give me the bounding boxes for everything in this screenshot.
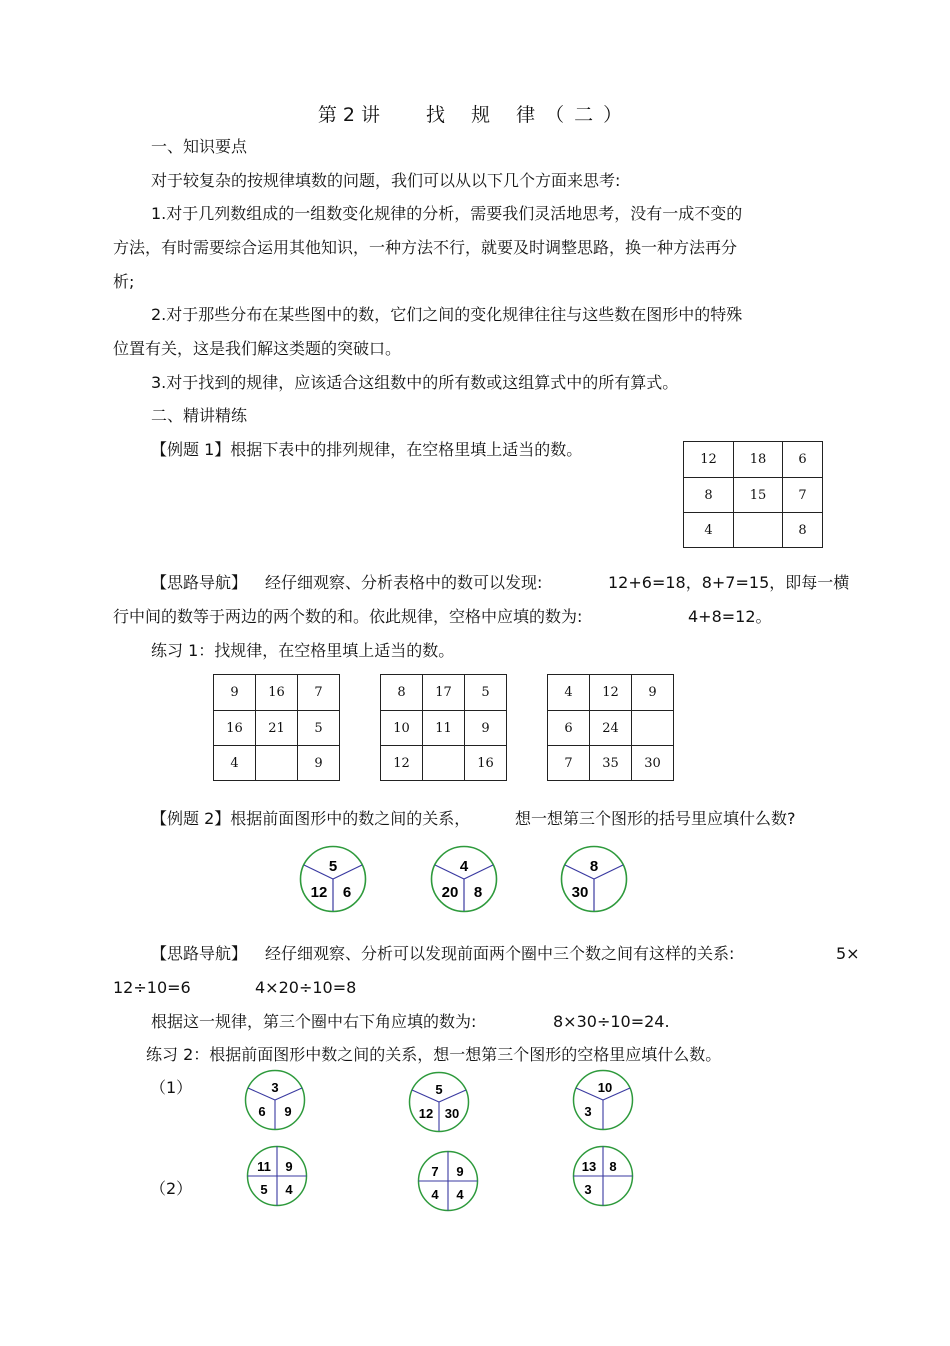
intro-paragraph: 对于较复杂的按规律填数的问题，我们可以从以下几个方面来思考:	[151, 171, 621, 190]
example-1-hint-label: 【思路导航】	[151, 573, 248, 592]
practice-2-label-2: （2）	[150, 1179, 193, 1198]
circle-left-number: 20	[441, 884, 459, 901]
practice-1-grid-c	[547, 674, 674, 781]
circle-left-number: 12	[418, 1106, 434, 1121]
example-2-circle-2	[430, 845, 498, 913]
practice-2-quad-circle-2	[417, 1150, 479, 1212]
circle-top-number: 4	[459, 858, 469, 875]
circle-top-number: 5	[328, 858, 338, 875]
practice-1-grid-b	[380, 674, 507, 781]
grid-cell: 4	[548, 675, 590, 711]
quad-bottom-left-number: 4	[431, 1187, 439, 1202]
grid-cell: 7	[298, 675, 340, 711]
grid-cell: 7	[783, 478, 823, 513]
grid-cell: 16	[214, 711, 256, 746]
practice-2-circle-3	[572, 1069, 634, 1131]
lesson-topic: 找 规 律（二）	[426, 104, 633, 126]
circle-right-number: 9	[284, 1104, 292, 1119]
section-heading-knowledge: 一、知识要点	[151, 137, 248, 156]
grid-cell-blank[interactable]	[734, 513, 783, 548]
quad-bottom-right-number: 4	[456, 1187, 464, 1202]
point-3-line-1: 3.对于找到的规律，应该适合这组数中的所有数或这组算式中的所有算式。	[151, 373, 679, 392]
quad-top-right-number: 9	[456, 1164, 464, 1179]
grid-cell-blank[interactable]	[256, 746, 298, 781]
grid-cell: 10	[381, 711, 423, 746]
grid-cell: 12	[381, 746, 423, 781]
circle-top-number: 5	[435, 1082, 443, 1097]
grid-cell: 15	[734, 478, 783, 513]
example-1-hint-eq-1: 12+6=18，8+7=15，即每一横	[608, 573, 850, 592]
example-1-grid	[683, 441, 823, 548]
grid-cell: 30	[632, 746, 674, 781]
practice-1-grid-a	[213, 674, 340, 781]
point-1-line-3: 析;	[113, 272, 135, 291]
grid-cell: 5	[298, 711, 340, 746]
grid-cell: 9	[465, 711, 507, 746]
circle-right-number: 6	[342, 884, 352, 901]
circle-left-number: 3	[584, 1104, 592, 1119]
lesson-number: 第 2 讲	[317, 104, 381, 126]
practice-2-circle-2	[408, 1071, 470, 1133]
practice-2-text: 练习 2：根据前面图形中数之间的关系，想一想第三个图形的空格里应填什么数。	[146, 1045, 722, 1064]
section-heading-practice: 二、精讲精练	[151, 406, 248, 425]
grid-cell-blank[interactable]	[423, 746, 465, 781]
quad-bottom-right-number: 4	[285, 1182, 293, 1197]
grid-cell: 35	[590, 746, 632, 781]
example-2-text: 【例题 2】根据前面图形中的数之间的关系，	[151, 809, 471, 828]
grid-cell: 16	[465, 746, 507, 781]
point-2-line-1: 2.对于那些分布在某些图中的数，它们之间的变化规律往往与这些数在图形中的特殊	[151, 305, 743, 324]
example-1-hint-line-1: 经仔细观察、分析表格中的数可以发现:	[265, 573, 543, 592]
practice-2-circle-1	[244, 1069, 306, 1131]
grid-cell: 9	[214, 675, 256, 711]
example-2-hint-eq-1: 12÷10=6	[113, 978, 191, 997]
grid-cell: 12	[684, 442, 734, 478]
practice-1-text: 练习 1：找规律，在空格里填上适当的数。	[151, 641, 455, 660]
practice-2-label-1: （1）	[150, 1078, 193, 1097]
grid-cell: 6	[783, 442, 823, 478]
grid-cell: 4	[214, 746, 256, 781]
quad-top-right-number: 9	[285, 1159, 293, 1174]
grid-cell: 16	[256, 675, 298, 711]
grid-cell: 24	[590, 711, 632, 746]
page-title	[0, 100, 950, 127]
example-2-hint-eq-3: 8×30÷10=24.	[553, 1012, 670, 1031]
example-2-hint-label: 【思路导航】	[151, 944, 248, 963]
example-2-hint-line-3: 根据这一规律，第三个圈中右下角应填的数为:	[151, 1012, 477, 1031]
grid-cell: 4	[684, 513, 734, 548]
grid-cell: 9	[632, 675, 674, 711]
quad-top-right-number: 8	[609, 1159, 617, 1174]
point-2-line-2: 位置有关，这是我们解这类题的突破口。	[113, 339, 402, 358]
circle-right-number: 30	[444, 1106, 460, 1121]
grid-cell: 8	[684, 478, 734, 513]
point-1-line-2: 方法，有时需要综合运用其他知识，一种方法不行，就要及时调整思路，换一种方法再分	[113, 238, 738, 257]
example-1-text: 【例题 1】根据下表中的排列规律，在空格里填上适当的数。	[151, 440, 583, 459]
quad-bottom-left-number: 5	[260, 1182, 268, 1197]
grid-cell-blank[interactable]	[632, 711, 674, 746]
quad-top-left-number: 7	[431, 1164, 439, 1179]
grid-cell: 8	[783, 513, 823, 548]
example-2-circle-3	[560, 845, 628, 913]
practice-2-quad-circle-1	[246, 1145, 308, 1207]
circle-top-number: 10	[597, 1080, 613, 1095]
circle-top-number: 8	[589, 858, 599, 875]
grid-cell: 12	[590, 675, 632, 711]
grid-cell: 21	[256, 711, 298, 746]
example-2-circle-1	[299, 845, 367, 913]
circle-top-number: 3	[271, 1080, 279, 1095]
quad-top-left-number: 13	[581, 1159, 597, 1174]
example-2-hint-eq-2: 4×20÷10=8	[255, 978, 357, 997]
circle-left-number: 6	[258, 1104, 266, 1119]
practice-2-quad-circle-3	[572, 1145, 634, 1207]
grid-cell: 9	[298, 746, 340, 781]
grid-cell: 8	[381, 675, 423, 711]
quad-top-left-number: 11	[257, 1159, 271, 1174]
grid-cell: 17	[423, 675, 465, 711]
grid-cell: 6	[548, 711, 590, 746]
grid-cell: 11	[423, 711, 465, 746]
circle-left-number: 30	[571, 884, 589, 901]
grid-cell: 5	[465, 675, 507, 711]
circle-right-number: 8	[473, 884, 483, 901]
example-1-hint-eq-2: 4+8=12。	[688, 607, 772, 626]
quad-bottom-left-number: 3	[584, 1182, 592, 1197]
grid-cell: 7	[548, 746, 590, 781]
point-1-line-1: 1.对于几列数组成的一组数变化规律的分析，需要我们灵活地思考，没有一成不变的	[151, 204, 743, 223]
example-2-hint-line-1-end: 5×	[836, 944, 860, 963]
grid-cell: 18	[734, 442, 783, 478]
example-2-hint-line-1: 经仔细观察、分析可以发现前面两个圈中三个数之间有这样的关系:	[265, 944, 735, 963]
circle-left-number: 12	[310, 884, 328, 901]
example-1-hint-line-2: 行中间的数等于两边的两个数的和。依此规律，空格中应填的数为:	[113, 607, 583, 626]
example-2-text-2: 想一想第三个图形的括号里应填什么数?	[515, 809, 796, 828]
